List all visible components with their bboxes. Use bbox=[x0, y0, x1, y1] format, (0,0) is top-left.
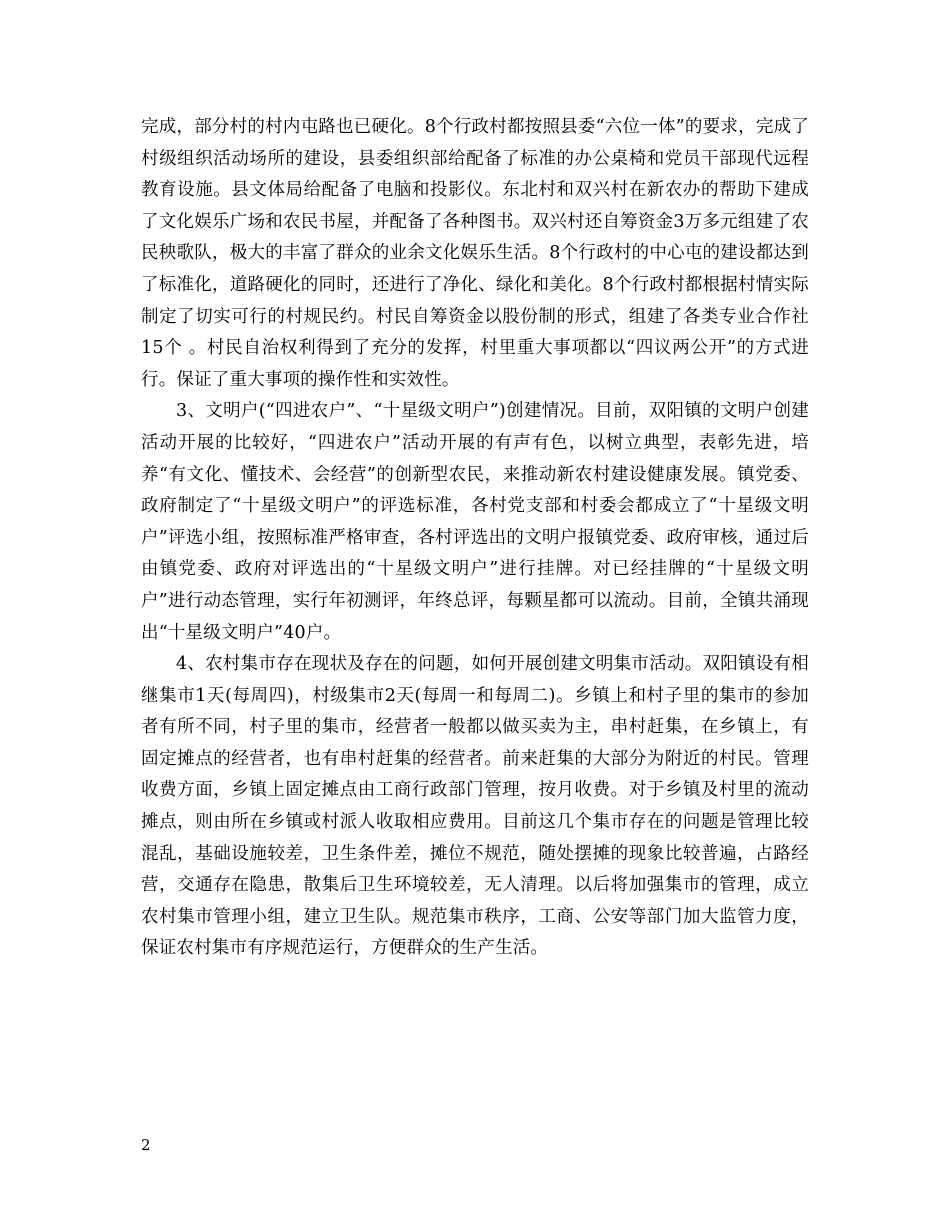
paragraph-civilized-households: 3、文明户(“四进农户”、“十星级文明户”)创建情况。目前，双阳镇的文明户创建活动开展的比较好，“四进农户”活动开展的有声有色，以树立典型，表彰先进，培养“有文化、懂技术、会经营”的创新型农民，来推动新农村建设健康发展。镇党委、政府制定了“十星级文明户”的评选标准，各村党支部和村委会都成立了“十星级文明户”评选小组，按照标准严格审查，各村评选出的文明户报镇党委、政府审核，通过后由镇党委、政府对评选出的“十星级文明户”进行挂牌。对已经挂牌的“十星级文明户”进行动态管理，实行年初测评，年终总评，每颗星都可以流动。目前，全镇共涌现出“十星级文明户”40户。 bbox=[141, 401, 809, 643]
document-body bbox=[141, 112, 809, 965]
paragraph-continuation: 完成，部分村的村内屯路也已硬化。8个行政村都按照县委“六位一体”的要求，完成了村级组织活动场所的建设，县委组织部给配备了标准的办公桌椅和党员干部现代远程教育设施。县文体局给配备了电脑和投影仪。东北村和双兴村在新农办的帮助下建成了文化娱乐广场和农民书屋，并配备了各种图书。双兴村还自筹资金3万多元组建了农民秧歌队，极大的丰富了群众的业余文化娱乐生活。8个行政村的中心屯的建设都达到了标准化，道路硬化的同时，还进行了净化、绿化和美化。8个行政村都根据村情实际制定了切实可行的村规民约。村民自筹资金以股份制的形式，组建了各类专业合作社15个 。村民自治权利得到了充分的发挥，村里重大事项都以“四议两公开”的方式进行。保证了重大事项的操作性和实效性。 bbox=[141, 117, 809, 390]
page-number: 2 bbox=[141, 1136, 151, 1154]
paragraph-rural-markets: 4、农村集市存在现状及存在的问题，如何开展创建文明集市活动。双阳镇设有相继集市1天(每周四)，村级集市2天(每周一和每周二)。乡镇上和村子里的集市的参加者有所不同，村子里的集市，经营者一般都以做买卖为主，串村赶集，在乡镇上，有固定摊点的经营者，也有串村赶集的经营者。前来赶集的大部分为附近的村民。管理收费方面，乡镇上固定摊点由工商行政部门管理，按月收费。对于乡镇及村里的流动摊点，则由所在乡镇或村派人收取相应费用。目前这几个集市存在的问题是管理比较混乱，基础设施较差，卫生条件差，摊位不规范，随处摆摊的现象比较普遍，占路经营，交通存在隐患，散集后卫生环境较差，无人清理。以后将加强集市的管理，成立农村集市管理小组，建立卫生队。规范集市秩序，工商、公安等部门加大监管力度，保证农村集市有序规范运行，方便群众的生产生活。 bbox=[141, 654, 809, 959]
